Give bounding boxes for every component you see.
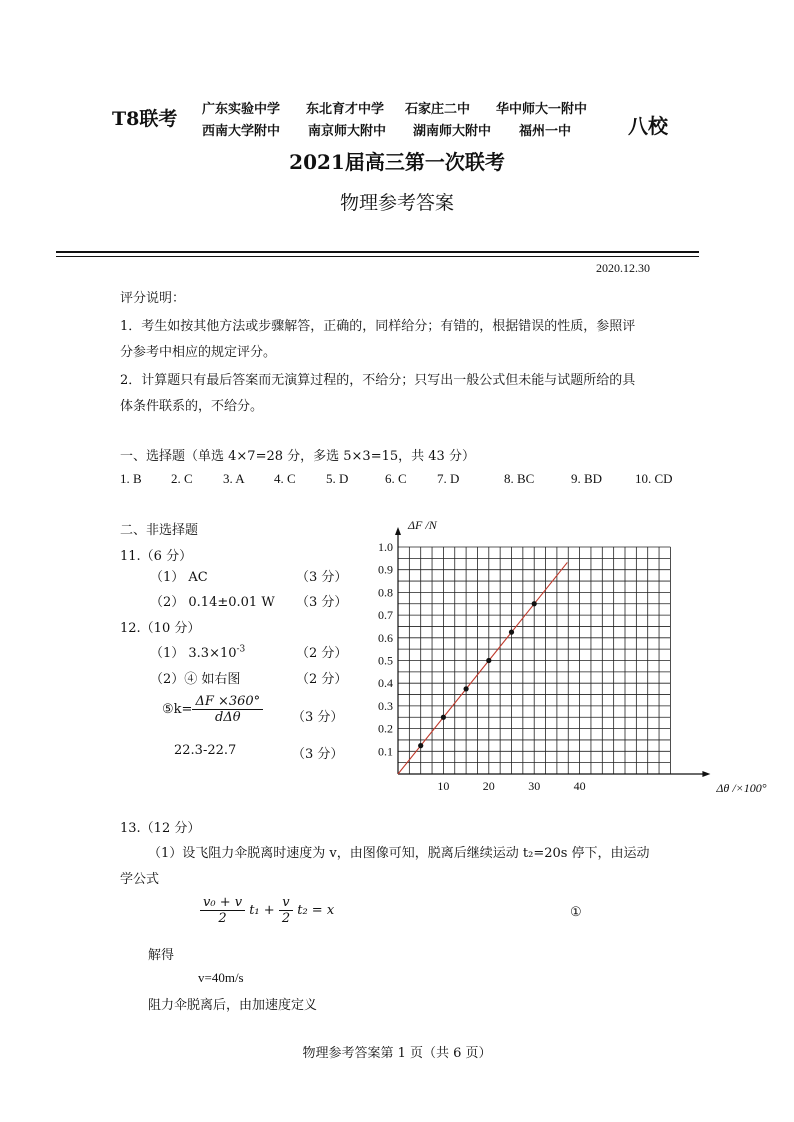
answer-row xyxy=(0,471,794,489)
chart-axes xyxy=(395,527,710,777)
q11-part1-score: （3 分） xyxy=(296,570,348,585)
q11-label: 11.（6 分） xyxy=(120,549,193,564)
section2-heading: 二、非选择题 xyxy=(120,523,199,538)
q12-part1-exponent: -3 xyxy=(236,644,246,655)
school-name: 南京师大附中 xyxy=(308,124,387,139)
eq-numerator: v xyxy=(279,895,293,911)
y-tick-label: 0.6 xyxy=(378,630,393,645)
data-point xyxy=(532,601,537,606)
answer: 6. C xyxy=(385,471,407,486)
data-point xyxy=(418,743,423,748)
data-point xyxy=(509,630,514,635)
exam-label: T8联考 xyxy=(112,108,178,130)
y-axis-label: ΔF /N xyxy=(408,518,437,532)
header-rule xyxy=(56,251,699,253)
q13-equation xyxy=(200,895,334,926)
answer: 9. BD xyxy=(571,471,603,486)
eq-fraction xyxy=(200,895,245,926)
q12-part6-score: （3 分） xyxy=(292,747,344,762)
school-name: 东北育才中学 xyxy=(306,102,385,117)
page-footer: 物理参考答案第 1 页（共 6 页） xyxy=(302,1046,492,1061)
answer: 4. C xyxy=(274,471,296,486)
fit-line xyxy=(398,562,567,774)
y-tick-label: 0.7 xyxy=(378,608,393,623)
date: 2020.12.30 xyxy=(596,261,650,275)
x-tick-label: 20 xyxy=(482,779,495,793)
notes-item: 1．考生如按其他方法或步骤解答，正确的，同样给分；有错的，根据错误的性质，参照评 xyxy=(120,319,636,334)
eq-denominator: 2 xyxy=(281,911,291,926)
q12-part1-score: （2 分） xyxy=(296,646,348,661)
y-tick-label: 0.9 xyxy=(378,562,393,577)
data-point xyxy=(464,686,469,691)
page-title: 2021届高三第一次联考 xyxy=(289,150,505,174)
y-tick-label: 0.4 xyxy=(378,676,393,691)
y-axis-arrow xyxy=(395,527,401,535)
x-tick-label: 10 xyxy=(437,779,450,793)
school-name: 华中师大一附中 xyxy=(496,102,588,117)
eq-tag: ① xyxy=(570,905,582,920)
q12-part2-score: （2 分） xyxy=(296,672,348,687)
q13-text: 阻力伞脱离后，由加速度定义 xyxy=(148,998,318,1013)
q12-part1 xyxy=(150,642,245,661)
y-tick-label: 0.8 xyxy=(378,585,393,600)
section1-heading: 一、选择题（单选 4×7=28 分，多选 5×3=15，共 43 分） xyxy=(120,449,475,464)
y-tick-label: 0.3 xyxy=(378,698,393,713)
q12-label: 12.（10 分） xyxy=(120,621,201,636)
notes-item: 体条件联系的，不给分。 xyxy=(120,399,264,414)
q11-part2: （2） 0.14±0.01 W xyxy=(150,595,275,610)
formula-numerator: ΔF ×360° xyxy=(192,694,263,710)
eq-numerator: v₀ + v xyxy=(200,895,245,911)
notes-heading: 评分说明： xyxy=(120,291,186,306)
eq-term: t₂ = x xyxy=(297,903,335,918)
y-tick-label: 0.2 xyxy=(378,721,393,736)
y-tick-label: 1.0 xyxy=(378,540,393,554)
answer: 10. CD xyxy=(635,471,673,486)
formula-lhs: ⑤k= xyxy=(162,702,193,717)
notes-item: 2．计算题只有最后答案而无演算过程的，不给分；只写出一般公式但未能与试题所给的具 xyxy=(120,373,636,388)
x-axis-label: Δθ /×100° xyxy=(716,781,767,795)
school-name: 广东实验中学 xyxy=(202,102,281,117)
answer: 7. D xyxy=(437,471,460,486)
q13-text: 学公式 xyxy=(120,872,160,887)
eq-denominator: 2 xyxy=(218,911,227,926)
q13-text: （1）设飞阻力伞脱离时速度为 v，由图像可知，脱离后继续运动 t₂=20s 停下，由运动 xyxy=(148,846,650,861)
x-axis-arrow xyxy=(702,771,710,777)
data-point xyxy=(441,715,446,720)
answer: 2. C xyxy=(171,471,193,486)
q12-part2: （2）④ 如右图 xyxy=(150,672,241,687)
q13-result: v=40m/s xyxy=(198,970,244,985)
school-name: 西南大学附中 xyxy=(202,124,281,139)
answer: 5. D xyxy=(326,471,349,486)
eq-fraction xyxy=(279,895,293,926)
formula-fraction xyxy=(192,694,263,725)
chart-marks xyxy=(398,562,567,774)
q12-part5-score: （3 分） xyxy=(292,710,344,725)
x-tick-label: 30 xyxy=(528,779,541,793)
q12-formula xyxy=(162,694,263,725)
chart-grid xyxy=(398,547,670,774)
notes-item: 分参考中相应的规定评分。 xyxy=(120,345,277,360)
force-angle-chart xyxy=(368,516,767,801)
school-name: 福州一中 xyxy=(519,124,572,139)
answer: 8. BC xyxy=(504,471,535,486)
q12-part6: 22.3-22.7 xyxy=(174,743,237,758)
answer: 3. A xyxy=(223,471,245,486)
formula-denominator: dΔθ xyxy=(215,710,241,725)
school-name: 湖南师大附中 xyxy=(413,124,492,139)
page-subtitle: 物理参考答案 xyxy=(339,192,454,214)
q13-label: 13.（12 分） xyxy=(120,821,201,836)
answer: 1. B xyxy=(120,471,142,486)
school-name: 石家庄二中 xyxy=(405,102,471,117)
eq-term: t₁ + xyxy=(249,903,275,918)
x-tick-label: 40 xyxy=(573,779,586,793)
eight-schools-label: 八校 xyxy=(628,114,668,138)
header-rule xyxy=(56,256,699,257)
q11-part1: （1） AC xyxy=(150,570,208,585)
y-tick-label: 0.1 xyxy=(378,744,393,759)
y-tick-label: 0.5 xyxy=(378,653,393,668)
data-point xyxy=(486,658,491,663)
q11-part2-score: （3 分） xyxy=(296,595,348,610)
q12-part1-value: （1） 3.3×10 xyxy=(150,646,237,661)
q13-text: 解得 xyxy=(148,948,175,963)
